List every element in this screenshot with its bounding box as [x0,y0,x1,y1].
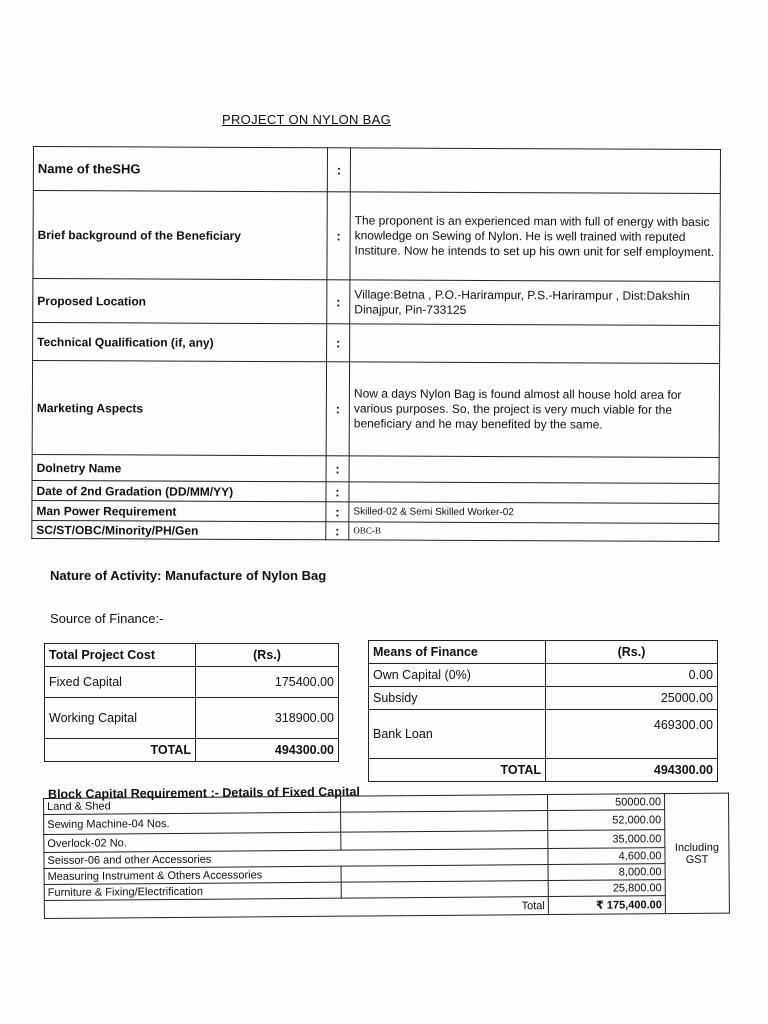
capital-item: Measuring Instrument & Others Accessories [44,866,341,884]
finance-amount: 469300.00 [546,710,718,759]
table-row [45,667,339,698]
info-value [350,148,720,194]
empty-cell [341,865,548,883]
info-value: Now a days Nylon Bag is found almost all house hold area for various purposes. So, the project is very much viable for the beneficiary and he may benefited by the same. [349,362,719,458]
info-label: Technical Qualification (if, any) [33,323,327,362]
empty-cell [341,881,548,899]
info-label: Name of theSHG [33,147,327,192]
empty-cell [340,795,547,813]
unit-header: (Rs.) [196,644,339,667]
info-label: Date of 2nd Gradation (DD/MM/YY) [32,480,326,501]
cost-item: Fixed Capital [45,667,196,698]
cost-amount: 175400.00 [196,667,339,698]
finance-amount: 25000.00 [546,687,718,710]
cost-item: Working Capital [45,698,196,739]
info-colon: : [326,482,349,502]
info-label: Dolnetry Name [32,454,326,481]
info-colon: : [327,280,350,324]
info-label: SC/ST/OBC/Minority/PH/Gen [32,520,326,539]
total-amount: 494300.00 [546,759,718,782]
info-value: Village:Betna , P.O.-Harirampur, P.S.-Harirampur , Dist:Dakshin Dinajpur, Pin-733125 [350,280,720,326]
empty-cell [341,811,548,833]
info-label: Marketing Aspects [32,361,326,456]
table-row [369,664,718,687]
table-row [32,520,719,541]
info-label: Brief background of the Beneficiary [33,191,327,280]
means-of-finance-table [368,640,718,782]
info-value: Skilled-02 & Semi Skilled Worker-02 [349,502,719,524]
capital-amount: 8,000.00 [548,864,665,881]
table-row [369,687,718,710]
total-label: Total [44,897,548,919]
unit-header: (Rs.) [546,641,718,664]
gst-note: Including GST [664,793,729,913]
capital-item: Furniture & Fixing/Electrification [44,882,341,900]
empty-cell [341,831,548,851]
beneficiary-info-table [31,146,721,542]
table-row [33,191,720,282]
info-colon: : [326,362,349,456]
capital-amount: 52,000.00 [548,810,665,831]
document-title: PROJECT ON NYLON BAG [222,112,392,127]
table-row [369,710,718,759]
info-value: The proponent is an experienced man with full of energy with basic knowledge on Sewing of Nylon. He is well trained with reputed Institure. Now he intends to set up his own unit for self employment. [350,192,720,282]
column-header: Means of Finance [369,641,546,664]
info-value [349,482,719,504]
total-amount: 494300.00 [196,739,339,762]
capital-amount: 50000.00 [547,794,664,811]
total-label: TOTAL [369,759,546,782]
info-value: OBC-B [349,522,719,542]
capital-amount: 4,600.00 [548,848,665,865]
capital-amount: 35,000.00 [548,830,665,849]
capital-item: Seissor-06 and other Accessories [44,849,548,869]
info-label: Proposed Location [33,279,327,324]
total-label: TOTAL [45,739,196,762]
info-label: Man Power Requirement [32,500,326,521]
cost-amount: 318900.00 [196,698,339,739]
column-header: Total Project Cost [45,644,196,667]
block-capital-table [43,793,730,919]
capital-item: Sewing Machine-04 Nos. [44,812,341,834]
table-row [32,361,719,458]
finance-item: Bank Loan [369,710,546,759]
finance-item: Subsidy [369,687,546,710]
info-colon: : [326,456,349,482]
capital-item: Overlock-02 No. [44,832,341,852]
table-row [33,279,720,326]
info-value [350,324,720,364]
info-colon: : [327,324,350,362]
table-row [369,759,718,782]
info-colon: : [327,192,350,280]
table-row [33,147,720,194]
table-row [32,454,719,483]
capital-item: Land & Shed [44,796,341,814]
nature-of-activity: Nature of Activity: Manufacture of Nylon Bag [50,568,327,583]
project-cost-table [44,643,339,762]
info-colon: : [326,502,349,522]
finance-item: Own Capital (0%) [369,664,546,687]
block-capital-heading: Block Capital Requirement :- Details of Fixed Capital [47,784,360,802]
finance-amount: 0.00 [546,664,718,687]
table-row [33,323,720,364]
table-row [369,641,718,664]
table-row [45,644,339,667]
info-colon: : [326,522,349,540]
table-row [45,698,339,739]
capital-amount: 25,800.00 [548,880,665,897]
source-of-finance: Source of Finance:- [50,611,164,626]
table-row [45,739,339,762]
total-amount: ₹ 175,400.00 [548,896,665,915]
info-value [349,456,719,484]
info-colon: : [327,148,350,192]
